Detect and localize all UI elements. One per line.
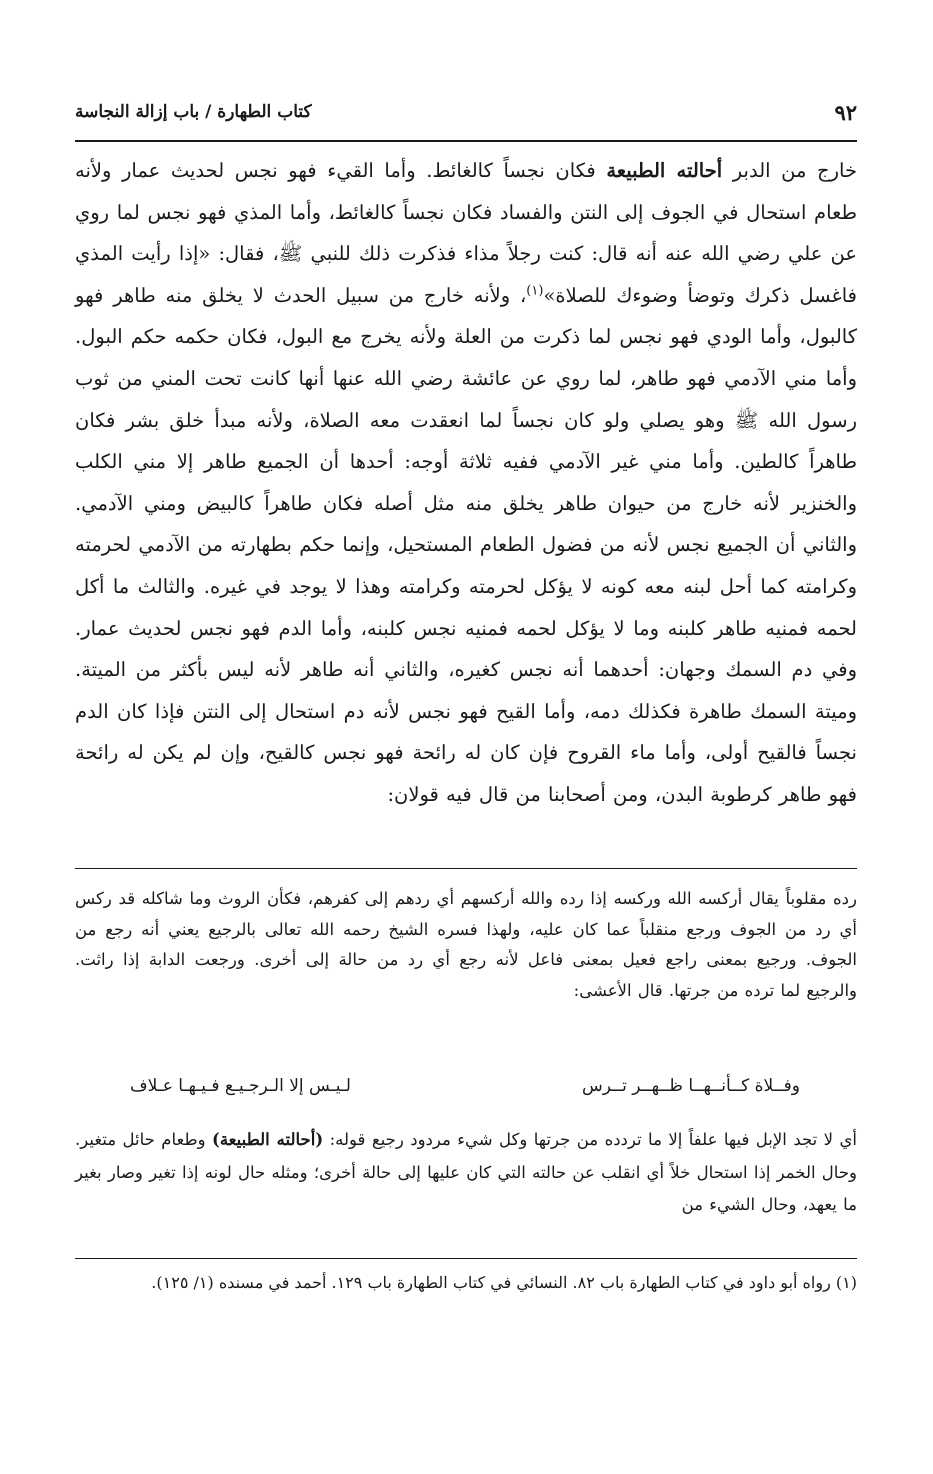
main-text (75, 150, 857, 816)
footnote-reference: (١) (526, 283, 544, 299)
commentary-2-body: وطعام حائل متغير. وحال الخمر إذا استحال خلاً أي انقلب عن حالته التي كان عليها إلى حالة أخرى؛ ومثله حال لونه إذا تغير وصار بغير ما يعهد، وحال الشيء من (75, 1130, 857, 1214)
running-header-title: كتاب الطهارة / باب إزالة النجاسة (75, 102, 312, 122)
bold-term: أحالته الطبيعة (606, 159, 723, 182)
page-number: ٩٢ (834, 100, 857, 125)
main-text-intro: خارج من الدبر (722, 159, 858, 182)
verse-second-hemistich: لـيـس إلا الـرجـيـع فـيـهـا عـلاف (130, 1076, 351, 1096)
verse-first-hemistich: وفــلاة كــأنــهــا ظــهــر تــرس (582, 1076, 800, 1096)
commentary-paragraph: رده مقلوباً يقال أركسه الله وركسه إذا رده والله أركسهم أي ردهم إلى كفرهم، فكأن الروث وما شاكله قد ركس أي رد من الجوف ورجع منقلباً عما كان عليه، ولهذا فسره الشيخ رحمه الله تعالى بالرجيع يعني أنه رجع من الجوف. ورجيع بمعنى راجع فعيل بمعنى فاعل لأنه رجع أي رد من حالة إلى أخرى. ورجعت الدابة إذا راثت. والرجيع لما ترده من جرتها. قال الأعشى: (75, 889, 857, 1000)
header-divider (75, 140, 857, 142)
commentary-bold-term: (أحالته الطبيعة) (212, 1130, 324, 1149)
commentary-paragraph-2 (75, 1124, 857, 1222)
footnote: (١) رواه أبو داود في كتاب الطهارة باب ٨٢. النسائي في كتاب الطهارة باب ١٢٩. أحمد في مسنده (١/ ١٢٥). (151, 1273, 857, 1292)
main-text-body: فكان نجساً كالغائط. وأما القيء فهو نجس لحديث عمار ولأنه طعام استحال في الجوف إلى النتن والفساد فكان نجساً كالغائط، وأما المذي فهو نجس لما روي عن علي رضي الله عنه أنه قال: كنت رجلاً مذاء فذكرت ذلك للنبي ﷺ، فقال: «إذا رأيت المذي فاغسل ذكرك وتوضأ وضوءك للصلاة» (75, 159, 857, 307)
poetry-verse (130, 1076, 800, 1112)
main-text-continuation: ، ولأنه خارج من سبيل الحدث لا يخلق منه طاهر فهو كالبول، وأما الودي فهو نجس لما ذكرت من العلة ولأنه يخرج مع البول، فكان حكمه حكم البول. وأما مني الآدمي فهو طاهر، لما روي عن عائشة رضي الله عنها أنها كانت تحت المني من ثوب رسول الله ﷺ وهو يصلي ولو كان نجساً لما انعقدت معه الصلاة، ولأنه مبدأ خلق بشر فكان طاهراً كالطين. وأما مني غير الآدمي ففيه ثلاثة أوجه: أحدها أن الجميع طاهر إلا مني الكلب والخنزير لأنه خارج من حيوان طاهر يخلق منه مثل أصله فكان طاهراً كالبيض ومني الآدمي. والثاني أن الجميع نجس لأنه من فضول الطعام المستحيل، وإنما حكم بطهارته من الآدمي لحرمته وكرامته كما أحل لبنه معه كونه لا يؤكل لحرمته وكرامته وهذا لا يوجد في غيره. والثالث ما أكل لحمه فمنيه طاهر كلبنه وما لا يؤكل لحمه فمنيه نجس كلبنه، وأما الدم فهو نجس لحديث عمار. وفي دم السمك وجهان: أحدهما أنه نجس كغيره، والثاني أنه طاهر لأنه ليس بأكثر من الميتة. وميتة السمك طاهرة فكذلك دمه، وأما القيح فهو نجس لأنه دم استحال إلى النتن فإذا كان الدم نجساً فالقيح أولى، وأما ماء القروح فإن كان له رائحة فهو نجس كالقيح، وإن لم يكن له رائحة فهو طاهر كرطوبة البدن، ومن أصحابنا من قال فيه قولان: (75, 283, 857, 806)
running-header (75, 100, 857, 132)
footnote-divider (75, 1258, 857, 1259)
commentary-2-intro: أي لا تجد الإبل فيها علفاً إلا ما تردده من جرتها وكل شيء مردود رجيع قوله: (323, 1130, 857, 1149)
commentary-divider (75, 868, 857, 869)
